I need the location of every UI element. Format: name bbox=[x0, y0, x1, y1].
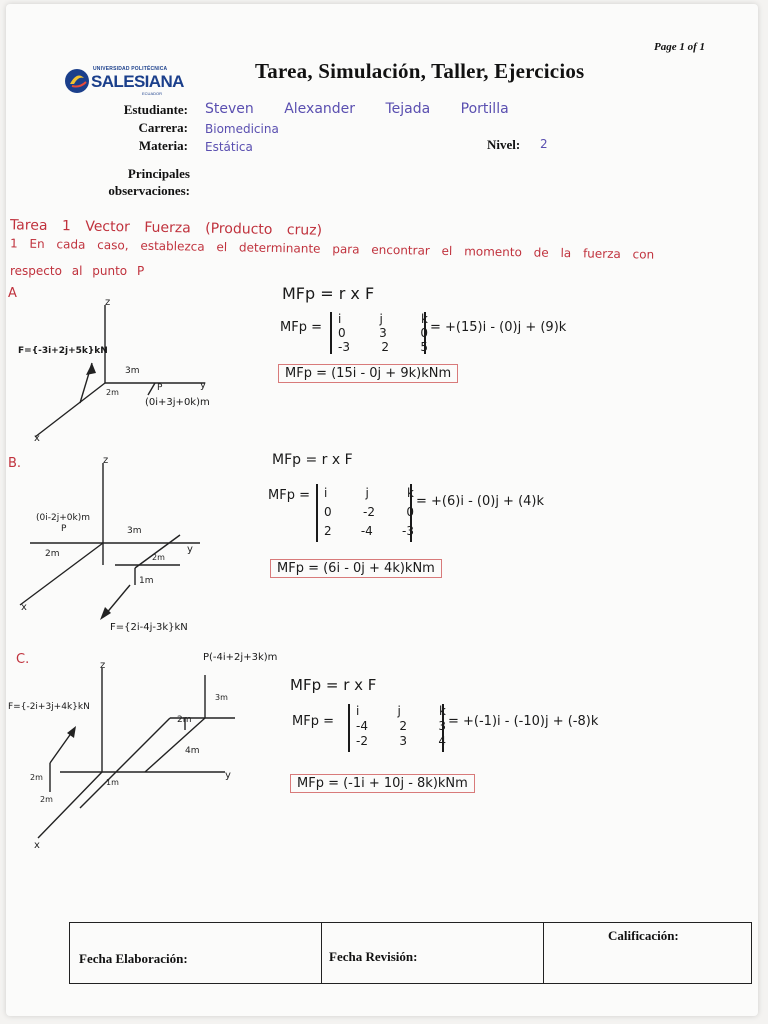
problem-b-diagram bbox=[15, 455, 245, 630]
matrix-row: 0 -2 0 bbox=[324, 505, 414, 519]
dim-2m: 2m bbox=[30, 773, 43, 782]
university-logo bbox=[62, 64, 182, 104]
dim-2m: 2m bbox=[40, 795, 53, 804]
matrix-row: -3 2 5 bbox=[338, 340, 428, 354]
dim-3m: 3m bbox=[125, 366, 140, 376]
problem-c-expansion: = +(-1)i - (-10)j + (-8)k bbox=[448, 714, 599, 729]
observaciones-label-1: Principales bbox=[127, 166, 190, 181]
point-p-label: P bbox=[61, 524, 67, 534]
dim-3m: 3m bbox=[215, 693, 228, 702]
matrix-row: 2 -4 -3 bbox=[324, 524, 414, 538]
dim-1m: 1m bbox=[139, 576, 154, 586]
problem-a-letter: A bbox=[8, 286, 17, 301]
axis-y-label: y bbox=[225, 770, 231, 781]
estudiante-value: Steven Alexander Tejada Portilla bbox=[205, 101, 509, 117]
axis-y-label: y bbox=[187, 544, 193, 555]
calificacion-cell bbox=[544, 923, 751, 983]
problem-a-det-lhs: MFp = bbox=[280, 320, 322, 335]
problem-b-matrix bbox=[316, 484, 412, 542]
fecha-elaboracion-cell bbox=[70, 923, 322, 983]
fecha-elaboracion-label: Fecha Elaboración: bbox=[79, 951, 188, 966]
axis-x-label: x bbox=[34, 433, 40, 444]
axis-x-label: x bbox=[21, 602, 27, 613]
problem-c-diagram bbox=[20, 660, 250, 850]
matrix-row: 0 3 0 bbox=[338, 326, 428, 340]
materia-value: Estática bbox=[205, 140, 253, 154]
problem-b-force: F={2i-4j-3k}kN bbox=[110, 622, 188, 633]
problem-a-expansion: = +(15)i - (0)j + (9)k bbox=[430, 320, 567, 335]
matrix-row: -2 3 4 bbox=[356, 734, 446, 748]
point-p-label: P bbox=[157, 383, 163, 393]
carrera-label: Carrera: bbox=[138, 120, 188, 135]
problem-c-matrix bbox=[348, 704, 444, 752]
problem-c-force: F={-2i+3j+4k}kN bbox=[8, 702, 90, 712]
dim-2m: 2m bbox=[152, 553, 165, 562]
dim-4m: 4m bbox=[185, 746, 200, 756]
problem-a-matrix bbox=[330, 312, 426, 354]
matrix-row: i j k bbox=[338, 312, 428, 326]
axis-z-label: z bbox=[100, 660, 106, 671]
carrera-value: Biomedicina bbox=[205, 122, 279, 136]
dim-2m: 2m bbox=[106, 388, 119, 397]
nivel-value: 2 bbox=[540, 137, 548, 151]
problem-a-point: (0i+3j+0k)m bbox=[145, 397, 210, 408]
problem-a-result: MFp = (15i - 0j + 9k)kNm bbox=[278, 364, 458, 383]
logo-sub-text: ECUADOR bbox=[142, 91, 163, 96]
axis-z-label: z bbox=[105, 297, 111, 308]
problem-c-eq: MFp = r x F bbox=[290, 676, 377, 694]
page-title: Tarea, Simulación, Taller, Ejercicios bbox=[255, 59, 585, 83]
axis-z-label: z bbox=[103, 455, 109, 466]
dim-1m: 1m bbox=[106, 778, 119, 787]
problem-c-det-lhs: MFp = bbox=[292, 714, 334, 729]
dim-3m: 3m bbox=[127, 526, 142, 536]
estudiante-label: Estudiante: bbox=[123, 102, 188, 117]
problem-c-point: P(-4i+2j+3k)m bbox=[203, 652, 278, 663]
logo-top-text: UNIVERSIDAD POLITÉCNICA bbox=[93, 66, 168, 72]
axis-x-label: x bbox=[34, 840, 40, 850]
problem-b-det-lhs: MFp = bbox=[268, 488, 310, 503]
axis-y-label: y bbox=[200, 380, 206, 391]
fecha-revision-label: Fecha Revisión: bbox=[329, 949, 418, 964]
nivel-label: Nivel: bbox=[487, 137, 521, 152]
task-heading: Tarea 1 Vector Fuerza (Producto cruz) bbox=[9, 217, 323, 239]
problem-c-letter: C. bbox=[16, 652, 30, 667]
task-line-1: 1 En cada caso, establezca el determinante para encontrar el momento de la fuerza con bbox=[9, 236, 655, 262]
matrix-row: i j k bbox=[356, 704, 446, 718]
logo-emblem-icon bbox=[62, 66, 92, 96]
problem-b-eq: MFp = r x F bbox=[272, 452, 353, 468]
matrix-row: -4 2 3 bbox=[356, 719, 446, 733]
dim-2m: 2m bbox=[45, 549, 60, 559]
problem-b-point: (0i-2j+0k)m bbox=[36, 513, 90, 523]
observaciones-label-2: observaciones: bbox=[108, 183, 190, 198]
page-number: Page 1 of 1 bbox=[654, 41, 706, 53]
logo-name: SALESIANA bbox=[91, 72, 184, 91]
problem-a-force: F={-3i+2j+5k}kN bbox=[18, 346, 108, 356]
problem-a-diagram bbox=[20, 295, 260, 445]
fecha-revision-cell bbox=[322, 923, 544, 983]
problem-b-letter: B. bbox=[8, 456, 22, 471]
footer-table bbox=[69, 922, 752, 984]
matrix-row: i j k bbox=[324, 486, 414, 500]
calificacion-label: Calificación: bbox=[608, 928, 679, 943]
dim-2m: 2m bbox=[177, 715, 192, 725]
task-line-2: respecto al punto P bbox=[10, 264, 145, 278]
problem-a-eq: MFp = r x F bbox=[282, 284, 375, 303]
materia-label: Materia: bbox=[138, 138, 188, 153]
problem-c-result: MFp = (-1i + 10j - 8k)kNm bbox=[290, 774, 475, 793]
problem-b-result: MFp = (6i - 0j + 4k)kNm bbox=[270, 559, 442, 578]
problem-b-expansion: = +(6)i - (0)j + (4)k bbox=[416, 494, 545, 509]
